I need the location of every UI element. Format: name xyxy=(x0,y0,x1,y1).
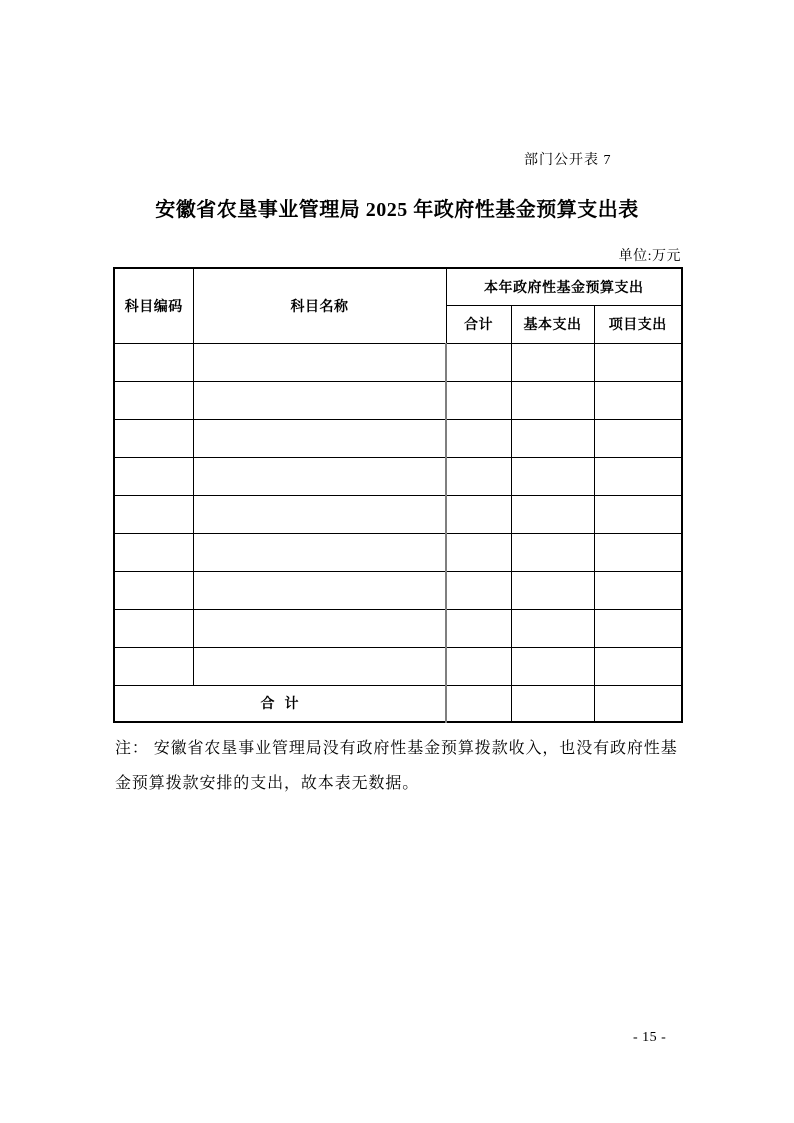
table-row xyxy=(114,647,682,685)
cell-total xyxy=(446,457,511,495)
table-row xyxy=(114,457,682,495)
table-row xyxy=(114,343,682,381)
page-title: 安徽省农垦事业管理局 2025 年政府性基金预算支出表 xyxy=(155,199,639,221)
table-header xyxy=(114,268,682,343)
cell-basic-expenditure xyxy=(511,419,594,457)
cell-project-expenditure xyxy=(594,343,682,381)
note-line-1: 注： 安徽省农垦事业管理局没有政府性基金预算拨款收入，也没有政府性基 xyxy=(115,740,678,757)
cell-subject-code xyxy=(114,571,193,609)
page-number: - 15 - xyxy=(633,1030,667,1045)
cell-project-expenditure xyxy=(594,495,682,533)
cell-subject-code xyxy=(114,609,193,647)
doc-label: 部门公开表 7 xyxy=(524,153,612,168)
cell-subject-code xyxy=(114,343,193,381)
cell-basic-expenditure xyxy=(511,381,594,419)
table-row xyxy=(114,419,682,457)
cell-subject-name xyxy=(193,495,446,533)
cell-subject-code xyxy=(114,381,193,419)
cell-subject-code xyxy=(114,647,193,685)
cell-subject-name xyxy=(193,457,446,495)
cell-subject-name xyxy=(193,533,446,571)
cell-total xyxy=(446,343,511,381)
total-row-label: 合 计 xyxy=(114,685,446,722)
cell-basic-expenditure xyxy=(511,609,594,647)
col-header-subject-name: 科目名称 xyxy=(193,268,446,343)
table-row xyxy=(114,609,682,647)
table-row xyxy=(114,533,682,571)
cell-subject-name xyxy=(193,381,446,419)
table-footer xyxy=(114,685,682,722)
table-row xyxy=(114,381,682,419)
cell-project-expenditure xyxy=(594,571,682,609)
cell-basic-expenditure xyxy=(511,647,594,685)
cell-subject-code xyxy=(114,533,193,571)
cell-subject-name xyxy=(193,343,446,381)
col-header-basic-expenditure: 基本支出 xyxy=(511,305,594,343)
cell-basic-expenditure xyxy=(511,457,594,495)
cell-subject-code xyxy=(114,419,193,457)
cell-subject-name xyxy=(193,571,446,609)
cell-project-expenditure xyxy=(594,381,682,419)
unit-label: 单位:万元 xyxy=(618,249,681,264)
table-row xyxy=(114,495,682,533)
col-header-fund-group: 本年政府性基金预算支出 xyxy=(446,268,682,305)
budget-table xyxy=(113,267,683,723)
cell-subject-name xyxy=(193,609,446,647)
col-header-subject-code: 科目编码 xyxy=(114,268,193,343)
cell-basic-expenditure xyxy=(511,533,594,571)
cell-total xyxy=(446,495,511,533)
total-cell-basic xyxy=(511,685,594,722)
total-cell-project xyxy=(594,685,682,722)
col-header-total: 合计 xyxy=(446,305,511,343)
cell-basic-expenditure xyxy=(511,495,594,533)
cell-total xyxy=(446,533,511,571)
cell-total xyxy=(446,419,511,457)
note-line-2: 金预算拨款安排的支出，故本表无数据。 xyxy=(115,775,420,792)
table-body xyxy=(114,343,682,685)
cell-basic-expenditure xyxy=(511,343,594,381)
cell-project-expenditure xyxy=(594,647,682,685)
cell-project-expenditure xyxy=(594,609,682,647)
col-header-project-expenditure: 项目支出 xyxy=(594,305,682,343)
cell-subject-code xyxy=(114,495,193,533)
cell-subject-name xyxy=(193,419,446,457)
cell-total xyxy=(446,571,511,609)
cell-project-expenditure xyxy=(594,533,682,571)
total-row xyxy=(114,685,682,722)
cell-total xyxy=(446,609,511,647)
cell-project-expenditure xyxy=(594,457,682,495)
cell-subject-name xyxy=(193,647,446,685)
cell-total xyxy=(446,381,511,419)
header-row-top xyxy=(114,268,682,305)
cell-project-expenditure xyxy=(594,419,682,457)
cell-total xyxy=(446,647,511,685)
cell-subject-code xyxy=(114,457,193,495)
total-cell-total xyxy=(446,685,511,722)
note xyxy=(115,731,690,801)
cell-basic-expenditure xyxy=(511,571,594,609)
table-row xyxy=(114,571,682,609)
